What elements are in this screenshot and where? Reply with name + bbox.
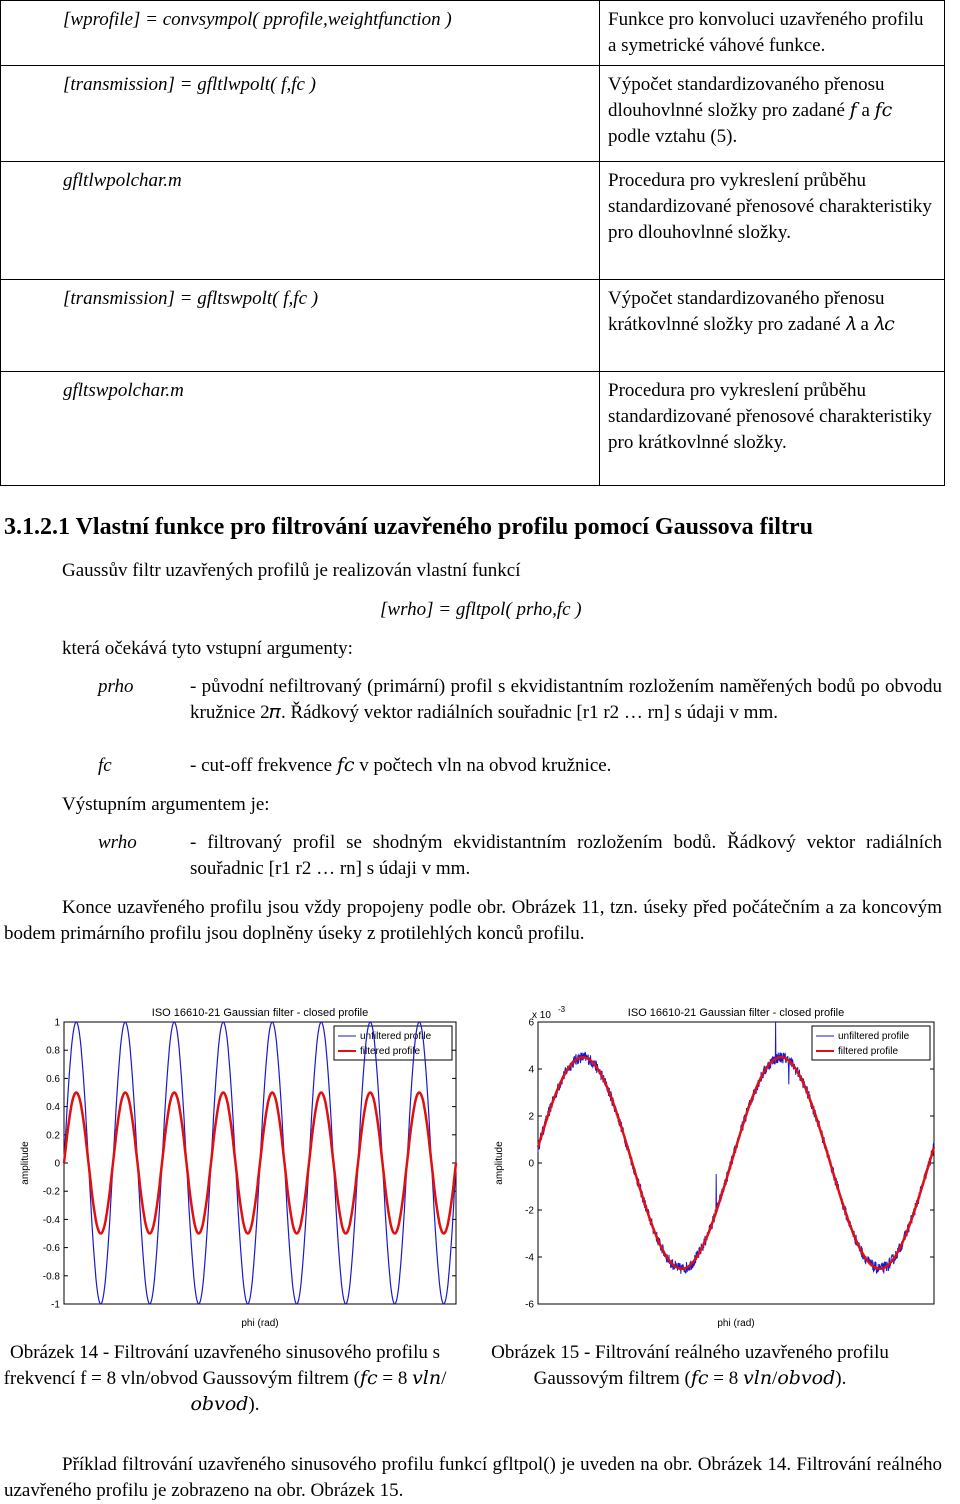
function-signature: [wprofile] = convsympol( pprofile,weightfunction ) [63,9,452,30]
figure-14-caption: Obrázek 14 - Filtrování uzavřeného sinusového profilu s frekvencí f = 8 vln/obvod Gaussovým filtrem (𝑓𝑐 = 8 𝑣𝑙𝑛/𝑜𝑏𝑣𝑜𝑑). [3,1342,447,1415]
x-axis-label: phi (rad) [241,1318,279,1329]
y-exponent-label: x 10 [532,1010,551,1021]
y-tick-label: 0 [528,1158,534,1170]
table-cell-function [1,162,600,280]
legend-label-filtered: filtered profile [838,1046,899,1057]
figure-15-chart [480,1000,950,1335]
y-tick-label: -1 [51,1299,60,1311]
arg-description: - původní nefiltrovaný (primární) profil s ekvidistantním rozložením naměřených bodů po obvodu kružnice 2𝜋. Řádkový vektor radiálních souřadnic [r1 r2 … rn] s údaji v mm. [190,676,942,723]
table-cell-function [1,372,600,486]
function-description: Výpočet standardizovaného přenosu dlouhovlnné složky pro zadané 𝑓 a 𝑓𝑐 podle vztahu (5). [608,74,893,147]
y-tick-label: -0.4 [42,1214,60,1226]
y-axis-label: amplitude [494,1141,505,1185]
function-description: Funkce pro konvoluci uzavřeného profilu a symetrické váhové funkce. [608,9,924,56]
y-tick-label: 0.6 [46,1073,60,1085]
table-cell-function [1,1,600,66]
function-signature: [transmission] = gfltswpolt( f,fc ) [63,288,319,309]
table-cell-function [1,66,600,162]
arg-name: prho [98,676,134,697]
table-cell-function [1,280,600,372]
table-cell-description [600,1,945,66]
y-tick-label: 0.2 [46,1130,60,1142]
table-cell-description [600,372,945,486]
y-tick-label: 0.8 [46,1045,60,1057]
chart-title: ISO 16610-21 Gaussian filter - closed profile [627,1007,845,1019]
table-cell-description [600,66,945,162]
arg-name: fc [98,755,112,776]
legend-label-unfiltered: unfiltered profile [360,1031,432,1042]
intro-text: Gaussův filtr uzavřených profilů je realizován vlastní funkcí [62,560,521,581]
function-description: Procedura pro vykreslení průběhu standardizované přenosové charakteristiky pro krátkovlnné složky. [608,380,932,453]
y-exponent-power: -3 [558,1005,566,1014]
output-description: - filtrovaný profil se shodným ekvidistantním rozložením bodů. Řádkový vektor radiálních souřadnic [r1 r2 … rn] s údaji v mm. [190,832,942,879]
script-name: gfltlwpolchar.m [63,170,182,191]
function-signature: [transmission] = gfltlwpolt( f,fc ) [63,74,316,95]
script-name: gfltswpolchar.m [63,380,184,401]
section-heading: 3.1.2.1 Vlastní funkce pro filtrování uzavřeného profilu pomocí Gaussova filtru [4,514,813,540]
y-tick-label: -6 [525,1299,534,1311]
output-name: wrho [98,832,137,853]
legend-label-unfiltered: unfiltered profile [838,1031,910,1042]
figure-15-caption: Obrázek 15 - Filtrování reálného uzavřeného profilu Gaussovým filtrem (𝑓𝑐 = 8 𝑣𝑙𝑛/𝑜𝑏𝑣𝑜𝑑). [491,1342,889,1389]
y-tick-label: -2 [525,1205,534,1217]
y-tick-label: -0.8 [42,1271,60,1283]
y-tick-label: 0 [54,1158,60,1170]
final-paragraph: Příklad filtrování uzavřeného sinusového profilu funkcí gfltpol() je uveden na obr. Obrázek 14. Filtrování reálného uzavřeného profilu je zobrazeno na obr. Obrázek 15. [4,1454,942,1501]
y-tick-label: -0.2 [42,1186,60,1198]
function-table [0,0,945,486]
args-intro: která očekává tyto vstupní argumenty: [62,638,353,659]
chart-title: ISO 16610-21 Gaussian filter - closed profile [151,1007,369,1019]
output-intro: Výstupním argumentem je: [62,794,270,815]
function-signature: [wrho] = gfltpol( prho,fc ) [380,599,582,620]
table-cell-description [600,162,945,280]
y-tick-label: 6 [528,1017,534,1029]
y-tick-label: -0.6 [42,1243,60,1255]
x-axis-label: phi (rad) [717,1318,755,1329]
arg-description: - cut-off frekvence 𝑓𝑐 v počtech vln na obvod kružnice. [190,755,612,776]
figure-14-chart [0,1000,470,1335]
table-cell-description [600,280,945,372]
y-tick-label: -4 [525,1252,534,1264]
closing-paragraph: Konce uzavřeného profilu jsou vždy propojeny podle obr. Obrázek 11, tzn. úseky před počátečním a za koncovým bodem primárního profilu jsou doplněny úseky z protilehlých konců profilu. [4,897,942,944]
y-tick-label: 0.4 [46,1102,60,1114]
function-description: Procedura pro vykreslení průběhu standardizované přenosové charakteristiky pro dlouhovlnné složky. [608,170,932,243]
function-description: Výpočet standardizovaného přenosu krátkovlnné složky pro zadané 𝜆 a 𝜆𝑐 [608,288,895,335]
y-tick-label: 1 [54,1017,60,1029]
y-tick-label: 2 [528,1111,534,1123]
legend-label-filtered: filtered profile [360,1046,421,1057]
y-tick-label: 4 [528,1064,534,1076]
y-axis-label: amplitude [20,1141,31,1185]
